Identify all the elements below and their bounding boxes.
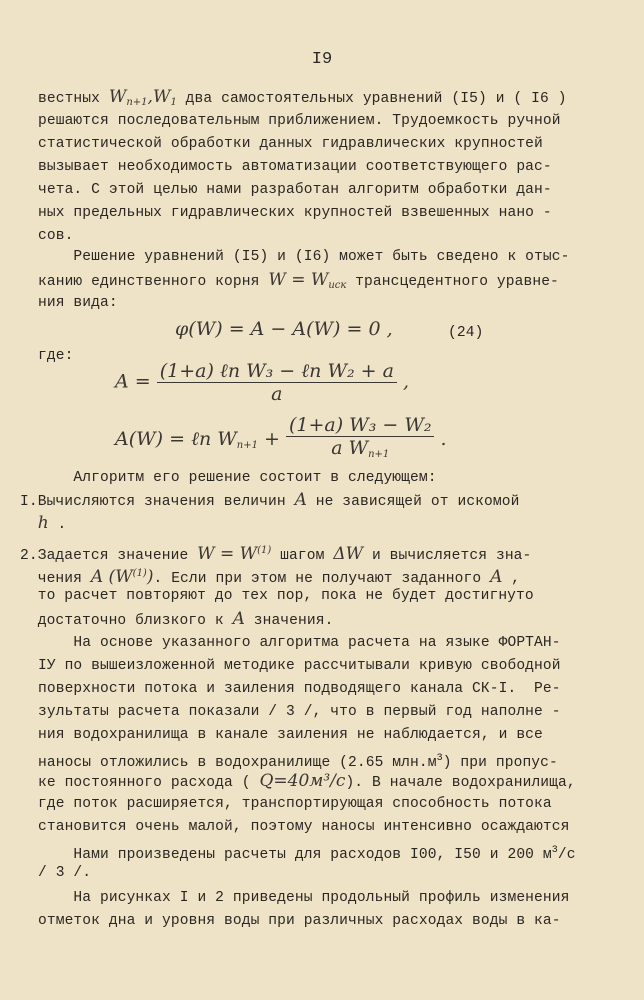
text-line: зультаты расчета показали / 3 /, что в первый год наполне - — [38, 704, 561, 720]
text-line: становится очень малой, поэтому наносы интенсивно осаждаются — [38, 819, 570, 835]
math-w0: $W = W^{(1)}$ — [197, 544, 272, 564]
math-w-n-plus-1: $W_{n+1}$, — [108, 87, 153, 108]
equation-a-of-w: A(W) = ℓn $W_{n+1}$ + $\frac{\text{(1+a) W₃ − W₂}}{a W_{n+1}}$ . — [115, 414, 447, 466]
text-line: наносы отложились в водохранилище (2.65 $млн.м^3$) при пропус- — [38, 753, 558, 771]
text-line: вызывает необходимость автоматизации соответствующего рас- — [38, 159, 552, 175]
text-line: отметок дна и уровня воды при различных расходах воды в ка- — [38, 913, 561, 929]
text-line: IУ по вышеизложенной методике рассчитывали кривую свободной — [38, 658, 561, 674]
text-line: то расчет повторяют до тех пор, пока не будет достигнуто — [20, 588, 534, 604]
text-line: статистической обработки данных гидравлических крупностей — [38, 136, 543, 152]
page-number: I9 — [311, 50, 333, 69]
fraction: $\frac{\text{(1+a) W₃ − W₂}}{a W_{n+1}}$ — [286, 414, 435, 466]
list-item-1: I.Вычисляются значения величин A не зависящей от искомой — [20, 490, 520, 510]
text-line: где поток расширяется, транспортирующая способность потока — [38, 796, 552, 812]
text-line: ния водохранилища в канале заиления не наблюдается, и все — [38, 727, 543, 743]
text-line: Алгоритм его решение состоит в следующем: — [38, 470, 437, 486]
text-line: поверхности потока и заиления подводящего канала СК-I. Ре- — [38, 681, 561, 697]
text-line: На рисунках I и 2 приведены продольный профиль изменения — [38, 890, 570, 906]
equation-24: φ(W) = A − A(W) = 0 , — [175, 318, 393, 340]
fraction: $\frac{\text{(1+a) ℓn W₃ − ℓn W₂ + a}}{a}$ — [157, 360, 397, 405]
text-line: ных предельных гидравлических крупностей взвешенных нано - — [38, 205, 552, 221]
text-line: чения A $(W^{(1)})$. Если при этом не получают заданного A , — [20, 567, 521, 587]
text-line: ке постоянного расхода ( Q=40м³/с). В начале водохранилища, — [38, 771, 576, 791]
math-a: A — [490, 567, 503, 587]
math-h: h — [37, 513, 49, 533]
text-line: На основе указанного алгоритма расчета на языке ФОРТАН- — [38, 635, 561, 651]
text-line: вестных $W_{n+1},W_1$ два самостоятельных уравнений (I5) и ( I6 ) — [38, 87, 567, 108]
equation-a: A = $\frac{\text{(1+a) ℓn W₃ − ℓn W₂ + a}}{a}$ , — [115, 360, 410, 405]
math-delta-w: ΔW — [333, 544, 364, 564]
math-w-1: $W_1$ — [152, 87, 177, 108]
text-line: где: — [38, 348, 74, 364]
math-a-w0: A $(W^{(1)})$ — [90, 567, 154, 587]
text-line: канию единственного корня $W = W_{иск}$ трансцедентного уравне- — [38, 270, 559, 291]
text-line: / 3 /. — [38, 865, 92, 881]
math-a: A — [232, 609, 245, 629]
text-line: решаются последовательным приближением. Трудоемкость ручной — [38, 113, 561, 129]
text-line: достаточно близкого к A значения. — [20, 609, 334, 629]
text-line: сов. — [38, 228, 74, 244]
equation-number: (24) — [448, 325, 484, 341]
text-line: чета. С этой целью нами разработан алгоритм обработки дан- — [38, 182, 552, 198]
text-line: ния вида: — [38, 295, 118, 311]
math-q: Q=40м³/с — [259, 771, 346, 791]
math-a: A — [294, 490, 307, 510]
text-line: Нами произведены расчеты для расходов I00, I50 и 200 $м^3/с$ — [38, 845, 576, 863]
text-line: h . — [37, 513, 67, 533]
math-w-root: $W = W_{иск}$ — [268, 270, 347, 291]
list-item-2: 2.Задается значение $W = W^{(1)}$ шагом ΔW и вычисляется зна- — [20, 544, 532, 564]
text-line: Решение уравнений (I5) и (I6) может быть сведено к отыс- — [38, 249, 570, 265]
